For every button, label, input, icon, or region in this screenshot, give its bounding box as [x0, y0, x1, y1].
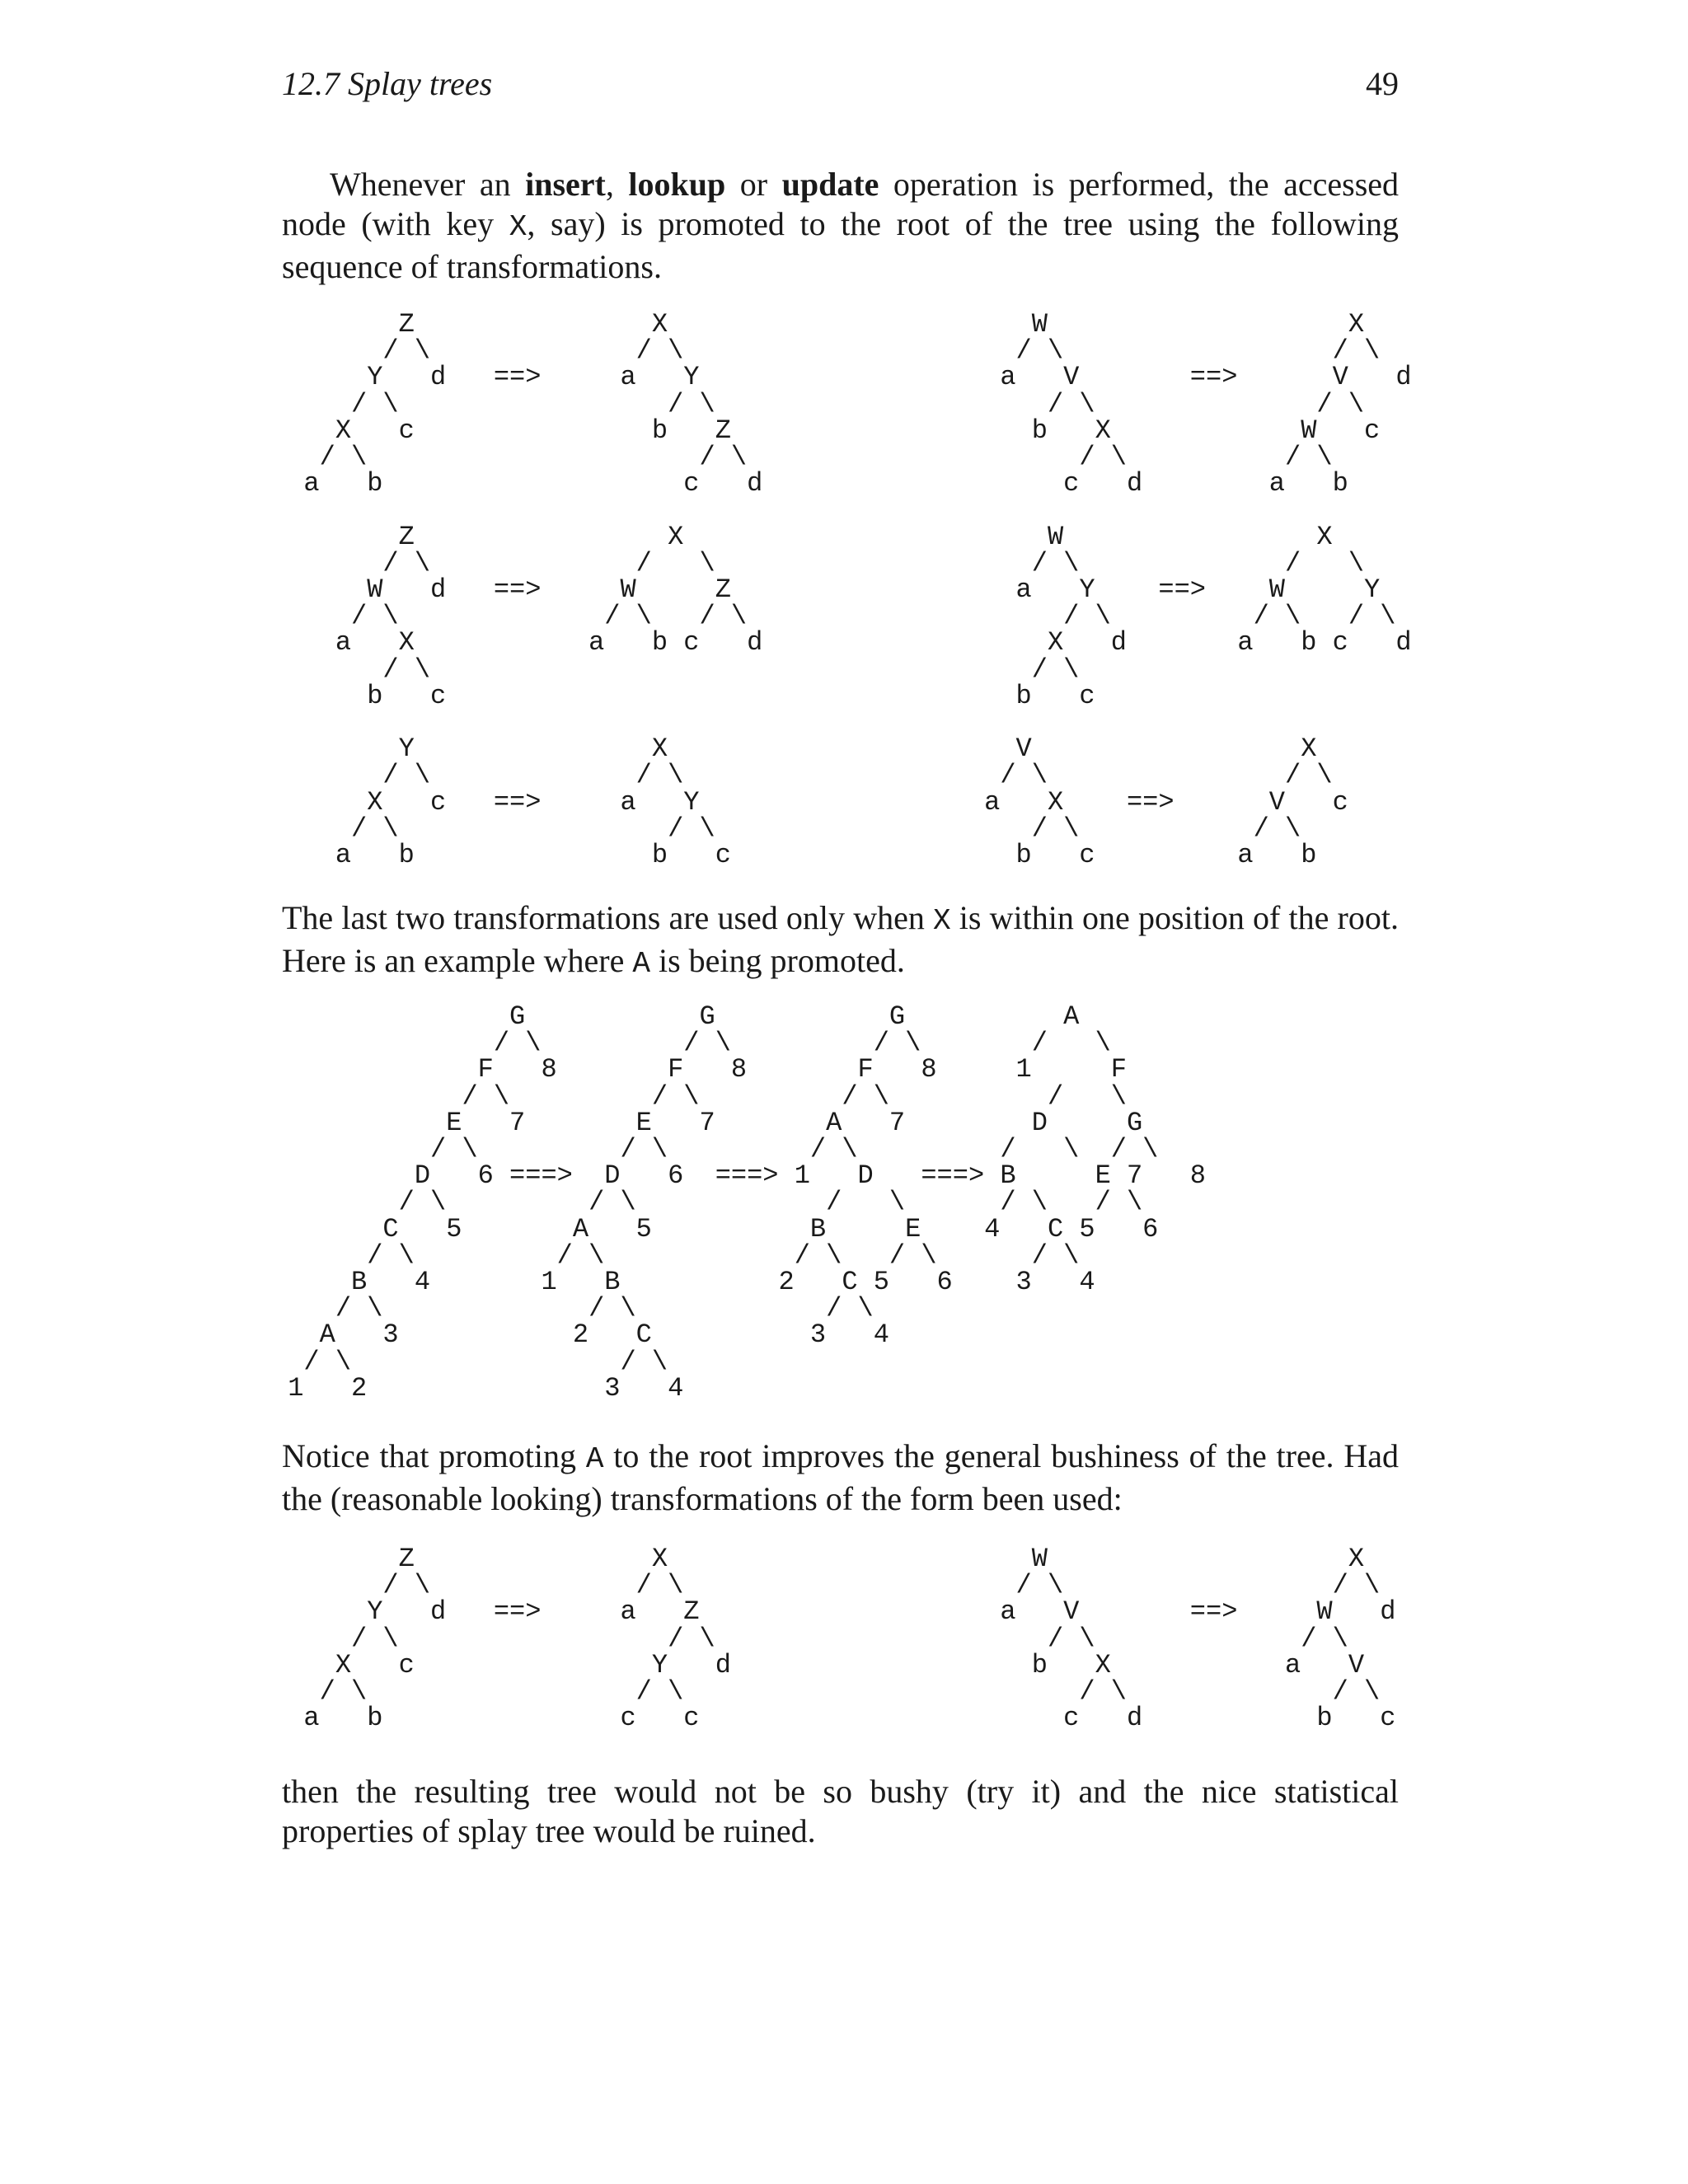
- keyword-insert: insert: [525, 166, 606, 203]
- paragraph-last-two: The last two transformations are used only when X is within one position of the root. Here is an example where A is being promoted.: [282, 899, 1399, 981]
- promotion-example-diagram: G G G A / \ / \ / \ / \ F 8 F 8 F 8 1 F / \ / \ / \ / \ E 7 E 7 A 7 D G / \ / \ / \ / \ / \ D 6 ===> D 6 ===> 1 D ===> B E 7 8 / \ / \ / \ / \ / \ C 5 A 5 B E 4 C 5 6 / \ / \ / \ / \ / \ B 4 1 B 2 C 5 6 3 4 / \ / \ / \ A 3 2 C 3 4 / \ / \ 1 2 3 4: [288, 1001, 1206, 1404]
- section-title: 12.7 Splay trees: [282, 65, 493, 102]
- page-number: 49: [1366, 65, 1399, 102]
- running-header: [282, 64, 1399, 105]
- inline-code-x: X: [933, 904, 951, 938]
- keyword-update: update: [781, 166, 879, 203]
- alternative-transformation-diagram: Z X W X / \ / \ / \ / \ Y d ==> a Z a V ==> W d / \ / \ / \ / \ X c Y d b X a V / \ / \ / \ / \ a b c c c d b c: [303, 1544, 1396, 1734]
- paragraph-conclusion: then the resulting tree would not be so bushy (try it) and the nice statistical properties of splay tree would be ruined.: [282, 1773, 1399, 1849]
- inline-code-a: A: [632, 947, 650, 981]
- keyword-lookup: lookup: [628, 166, 726, 203]
- inline-code-x: X: [509, 210, 528, 244]
- transformation-diagram: Z X W X / \ / \ / \ / \ Y d ==> a Y a V ==> V d / \ / \ / \ / \ X c b Z b X W c / \ / \ / \ / \ a b c d c d a b Z X W X / \ / \ / \ / \ W d ==> W Z a Y ==> W Y / \ / \ / \ / \ / \ / \ a X a b c d X d a b c d / \ / \ b c b c Y X V X / \ / \ / \ / \ X c ==> a Y a X ==> V c / \ / \ / \ / \ a b b c b c a b: [303, 309, 1412, 871]
- paragraph-bushiness: Notice that promoting A to the root improves the general bushiness of the tree. Had the (reasonable looking) transformations of the form been used:: [282, 1437, 1399, 1517]
- inline-code-a: A: [585, 1442, 604, 1476]
- paragraph-intro: Whenever an insert, lookup or update operation is performed, the accessed node (with key X, say) is promoted to the root of the tree using the following sequence of transformations.: [282, 166, 1400, 285]
